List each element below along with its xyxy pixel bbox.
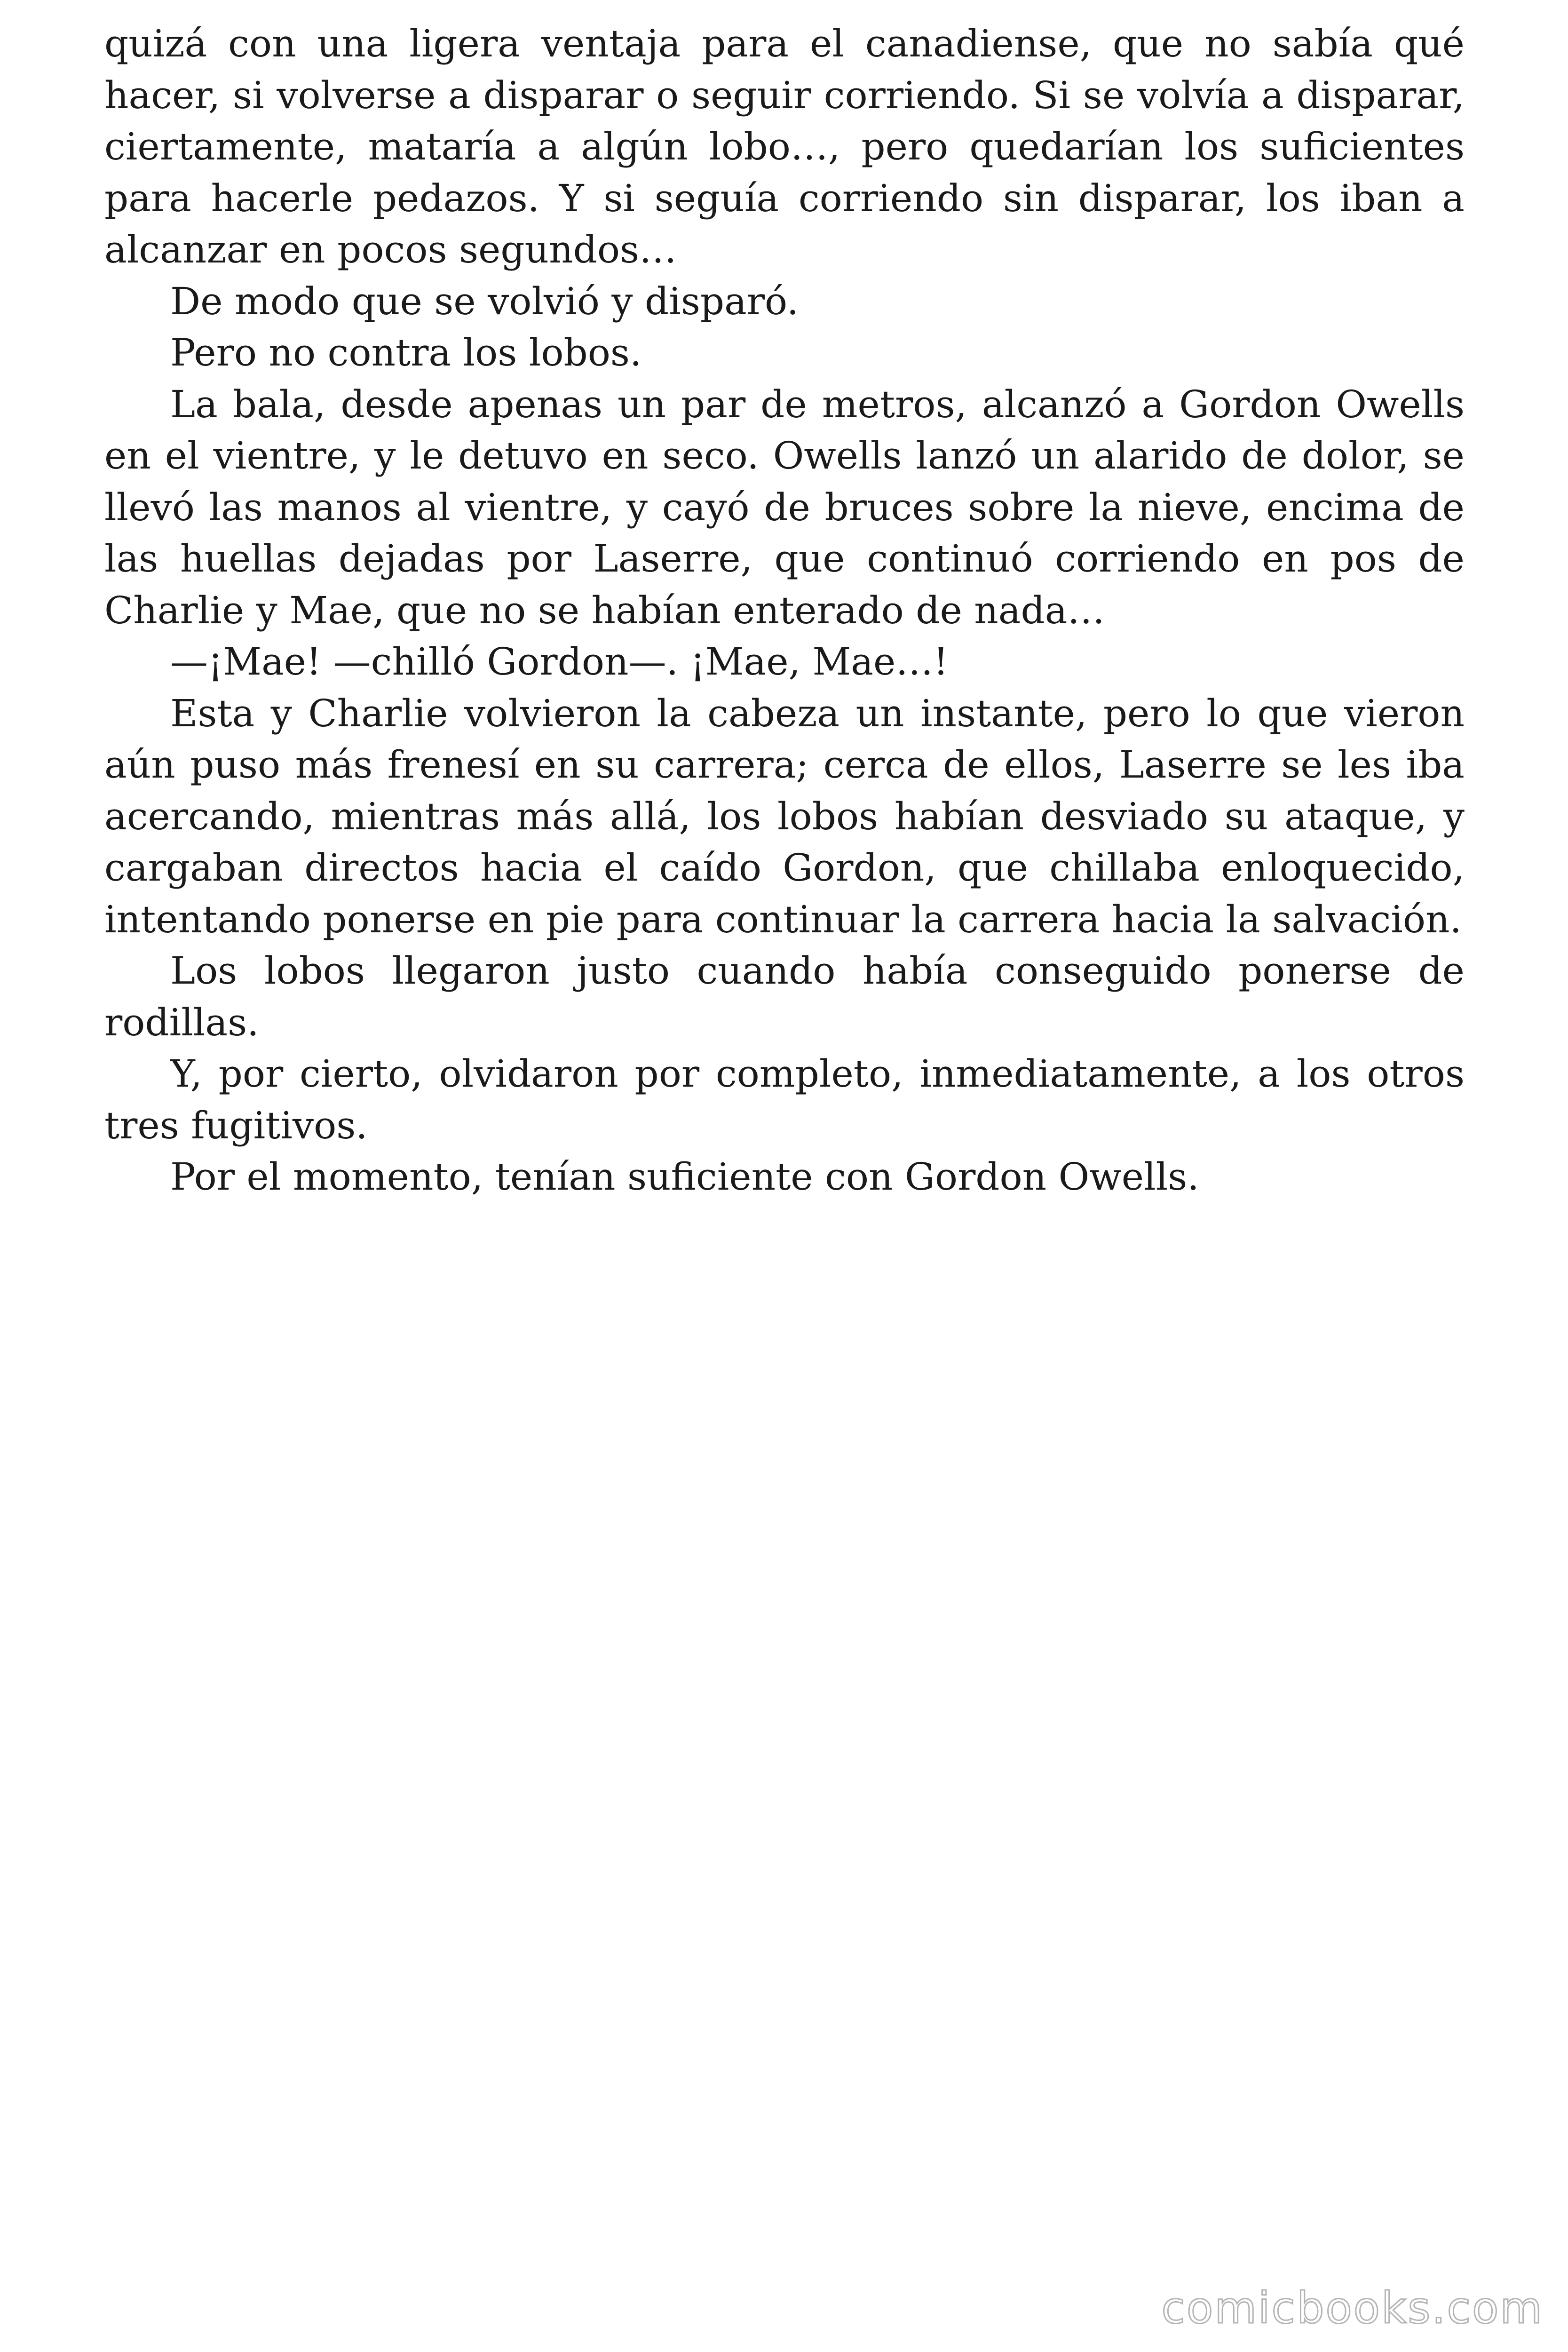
paragraph-4: La bala, desde apenas un par de metros, alcanzó a Gordon Owells en el vientre, y le detuvo en seco. Owells lanzó un alarido de dolor, se llevó las manos al vientre, y cayó de bruces sobre la nieve, encima de las huellas dejadas por Laserre, que continuó corriendo en pos de Charlie y Mae, que no se habían enterado de nada… xyxy=(104,382,1465,632)
paragraph-3: Pero no contra los lobos. xyxy=(170,331,642,374)
paragraph-8: Y, por cierto, olvidaron por completo, inmediatamente, a los otros tres fugitivos. xyxy=(104,1052,1465,1147)
watermark: comicbooks.com xyxy=(1161,2283,1544,2333)
paragraph-5: —¡Mae! —chilló Gordon—. ¡Mae, Mae…! xyxy=(170,640,949,683)
body-text xyxy=(104,18,1465,1203)
paragraph-6: Esta y Charlie volvieron la cabeza un instante, pero lo que vieron aún puso más frenesí en su carrera; cerca de ellos, Laserre se les iba acercando, mientras más allá, los lobos habían desviado su ataque, y cargaban directos hacia el caído Gordon, que chillaba enloquecido, intentando ponerse en pie para continuar la carrera hacia la salvación. xyxy=(104,691,1465,941)
paragraph-1: quizá con una ligera ventaja para el canadiense, que no sabía qué hacer, si volverse a disparar o seguir corriendo. Si se volvía a disparar, ciertamente, mataría a algún lobo…, pero quedarían los suficientes para hacerle pedazos. Y si seguía corriendo sin disparar, los iban a alcanzar en pocos segundos… xyxy=(104,22,1465,271)
paragraph-2: De modo que se volvió y disparó. xyxy=(170,279,799,323)
paragraph-7: Los lobos llegaron justo cuando había conseguido ponerse de rodillas. xyxy=(104,949,1465,1044)
paragraph-9: Por el momento, tenían suficiente con Gordon Owells. xyxy=(170,1155,1199,1199)
